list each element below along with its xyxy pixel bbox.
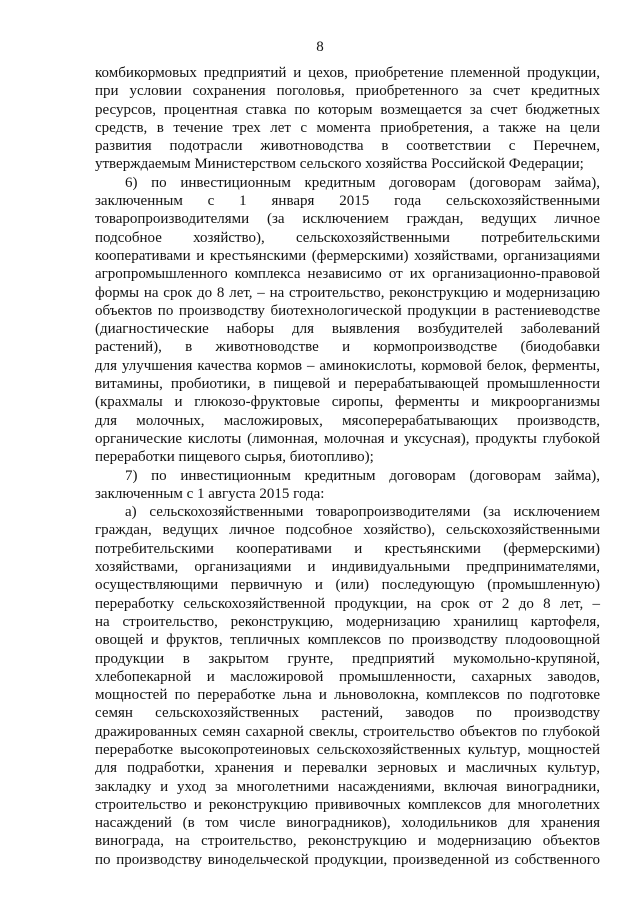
text-line: винограда, на строительство, реконструкцию и модернизацию объектов xyxy=(95,833,600,850)
text-line: для подработки, хранения и перевалки зерновых и масличных культур, xyxy=(95,760,600,777)
text-line: потребительскими кооперативами и крестьянскими (фермерскими) xyxy=(95,540,600,557)
text-line: по производству винодельческой продукции, произведенной из собственного xyxy=(95,851,600,868)
text-line: кооперативами и крестьянскими (фермерскими) хозяйствами, организациями xyxy=(95,247,600,264)
text-line: семян сельскохозяйственных растений, заводов по производству xyxy=(95,705,600,722)
text-line: развития подотрасли животноводства в соответствии с Перечнем, xyxy=(95,138,600,155)
text-line: дражированных семян сахарной свеклы, строительство объектов по глубокой xyxy=(95,723,600,740)
text-line: 7) по инвестиционным кредитным договорам (договорам займа), xyxy=(125,467,600,484)
text-line: продукции в закрытом грунте, предприятий мукомольно-крупяной, xyxy=(95,650,600,667)
text-line: ресурсов, процентная ставка по которым возмещается за счет бюджетных xyxy=(95,101,600,118)
text-line: органические кислоты (лимонная, молочная и уксусная), продукты глубокой xyxy=(95,430,600,447)
text-line: агропромышленного комплекса независимо от их организационно-правовой xyxy=(95,266,600,283)
text-line: на строительство, реконструкцию, модернизацию хранилищ картофеля, xyxy=(95,613,600,630)
text-line: а) сельскохозяйственными товаропроизводителями (за исключением xyxy=(125,504,600,521)
text-line: насаждений (в том числе виноградников), холодильников для хранения xyxy=(95,815,600,832)
text-line: переработку сельскохозяйственной продукции, на срок от 2 до 8 лет, – xyxy=(95,595,600,612)
text-line: при условии сохранения поголовья, приобретенного за счет кредитных xyxy=(95,83,600,100)
text-line: (крахмалы и глюкозо-фруктовые сиропы, ферменты и микроорганизмы xyxy=(95,394,600,411)
text-line: утверждаемым Министерством сельского хозяйства Российской Федерации; xyxy=(95,156,584,173)
page-number: 8 xyxy=(316,39,324,55)
text-line: подсобное хозяйство), сельскохозяйственными потребительскими xyxy=(95,229,600,246)
text-line: хозяйствами, организациями и индивидуальными предпринимателями, xyxy=(95,559,600,576)
text-line: овощей и фруктов, тепличных комплексов по производству плодоовощной xyxy=(95,632,600,649)
text-line: (диагностические наборы для выявления возбудителей заболеваний xyxy=(95,321,600,338)
text-line: мощностей по переработке льна и льноволокна, комплексов по подготовке xyxy=(95,687,600,704)
text-line: строительство и реконструкцию прививочных комплексов для многолетних xyxy=(95,796,600,813)
text-line: комбикормовых предприятий и цехов, приобретение племенной продукции, xyxy=(95,65,600,81)
text-line: граждан, ведущих личное подсобное хозяйство), сельскохозяйственными xyxy=(95,522,600,539)
body-text xyxy=(95,64,600,869)
text-line: объектов по производству биотехнологической продукции в растениеводстве xyxy=(95,302,600,319)
text-line: для молочных, масложировых, мясоперерабатывающих производств, xyxy=(95,412,600,429)
text-line: товаропроизводителями (за исключением граждан, ведущих личное xyxy=(95,211,600,228)
text-line: осуществляющими первичную и (или) последующую (промышленную) xyxy=(95,577,600,594)
text-line: заключенным с 1 января 2015 года сельскохозяйственными xyxy=(95,193,600,210)
text-line: переработке высокопротеиновых сельскохозяйственных культур, мощностей xyxy=(95,741,600,758)
text-line: закладку и уход за многолетними насаждениями, включая виноградники, xyxy=(95,778,600,795)
text-line: для улучшения качества кормов – аминокислоты, кормовой белок, ферменты, xyxy=(95,357,600,374)
text-line: хлебопекарной и масложировой промышленности, сахарных заводов, xyxy=(95,668,600,685)
text-line: переработки пищевого сырья, биотопливо); xyxy=(95,449,374,466)
text-line: формы на срок до 8 лет, – на строительство, реконструкцию и модернизацию xyxy=(95,284,600,301)
text-line: средств, в течение трех лет с момента приобретения, а также на цели xyxy=(95,119,600,136)
text-line: 6) по инвестиционным кредитным договорам (договорам займа), xyxy=(125,174,600,191)
text-line: заключенным с 1 августа 2015 года: xyxy=(95,485,325,502)
text-line: растений), в животноводстве и кормопроизводстве (биодобавки xyxy=(95,339,600,356)
text-line: витамины, пробиотики, в пищевой и перерабатывающей промышленности xyxy=(95,376,600,393)
